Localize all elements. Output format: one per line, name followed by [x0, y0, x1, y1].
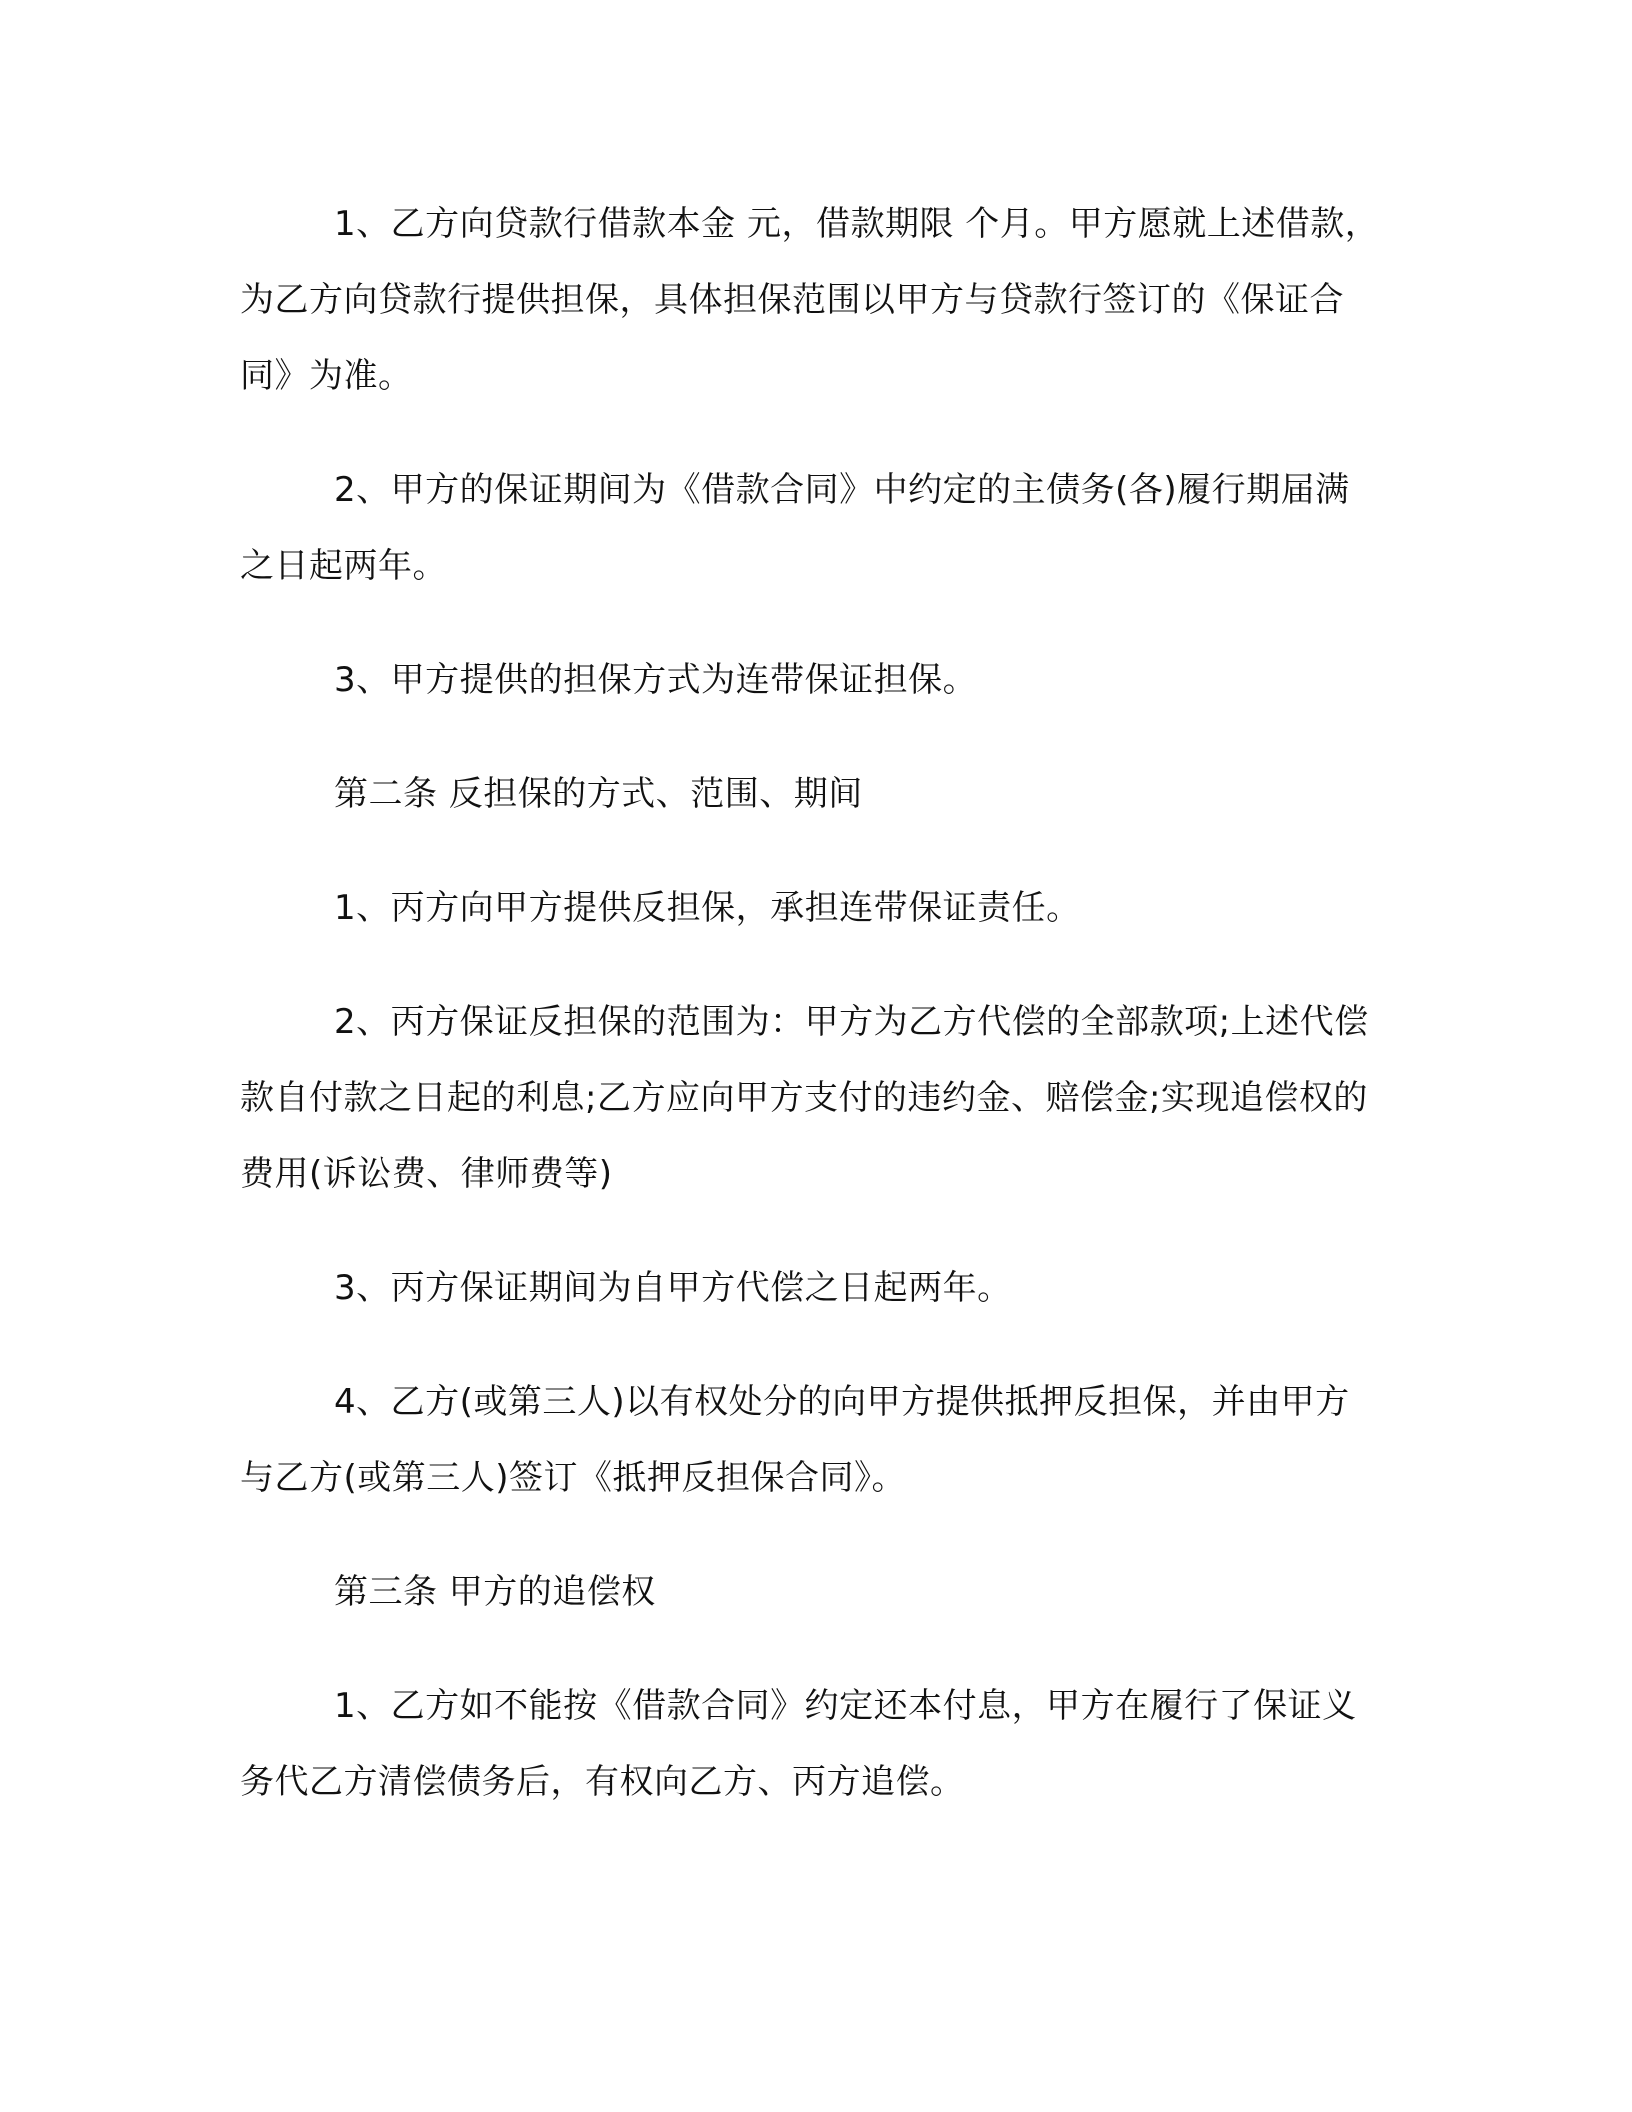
section-heading-2: 第二条 反担保的方式、范围、期间 [334, 774, 863, 814]
paragraph-8: 1、乙方如不能按《借款合同》约定还本付息，甲方在履行了保证义务代乙方清偿债务后，有权向乙方、丙方追偿。 [240, 1686, 1357, 1802]
paragraph-1: 1、乙方向贷款行借款本金 元，借款期限 个月。甲方愿就上述借款，为乙方向贷款行提供担保，具体担保范围以甲方与贷款行签订的《保证合同》为准。 [240, 204, 1380, 396]
paragraph-3: 3、甲方提供的担保方式为连带保证担保。 [334, 660, 978, 700]
paragraph-2: 2、甲方的保证期间为《借款合同》中约定的主债务(各)履行期届满之日起两年。 [240, 470, 1350, 586]
paragraph-7: 4、乙方(或第三人)以有权处分的向甲方提供抵押反担保，并由甲方与乙方(或第三人)签订《抵押反担保合同》。 [240, 1382, 1350, 1498]
paragraph-4: 1、丙方向甲方提供反担保，承担连带保证责任。 [334, 888, 1081, 928]
paragraph-5: 2、丙方保证反担保的范围为：甲方为乙方代偿的全部款项;上述代偿款自付款之日起的利息;乙方应向甲方支付的违约金、赔偿金;实现追偿权的费用(诉讼费、律师费等) [240, 1002, 1369, 1194]
section-heading-3: 第三条 甲方的追偿权 [334, 1572, 656, 1612]
paragraph-6: 3、丙方保证期间为自甲方代偿之日起两年。 [334, 1268, 1012, 1308]
document-page [240, 186, 1380, 1858]
